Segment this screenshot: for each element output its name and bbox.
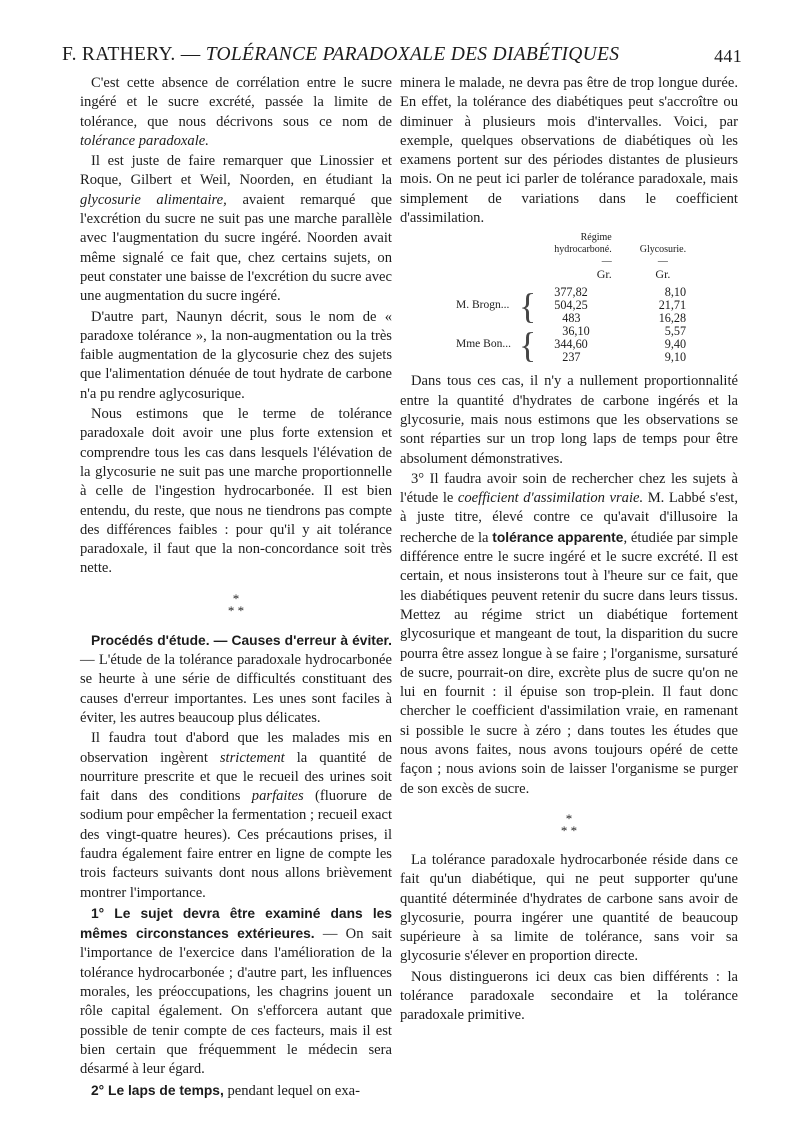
text-run: La tolérance paradoxale hydrocarbonée réside dans ce fait qu'un diabétique, qui ne peut supporter qu'une quantité déterminée d'hydrates de carbone sans avoir de glycosurie, pourra ingérer une quantité de beaucoup supérieure à sa limite de tolérance, sans voir sa glycosurie s'élever en proportion directe. (400, 851, 738, 965)
paragraph (80, 74, 392, 151)
asterism-star: * (232, 590, 240, 606)
italic-text: coefficient d'assimilation vraie. (457, 490, 644, 507)
cell-glycosurie: 8,10 (664, 285, 687, 300)
asterism-star: * (560, 822, 568, 838)
italic-text: glycosurie alimentaire, (80, 191, 227, 208)
text-run: — On sait l'importance de l'exercice dans l'amélioration de la tolérance hydrocarbonée ; d'autre part, les influences morales, les préoccupations, les chagrins jouent un rôle capital également. On s'efforcera autant que possible de tenir compte de ces facteurs, mais il est bien certain que fréquemment le médecin sera désarmé à leur égard. (80, 926, 392, 1078)
cell-regime: 504,25 (554, 298, 588, 313)
paragraph (400, 851, 738, 967)
bold-text: Procédés d'étude. — Causes d'erreur à éviter. (91, 632, 392, 648)
data-table (452, 232, 690, 364)
running-header (62, 44, 742, 72)
right-column (400, 74, 738, 1027)
table-unit: Gr. (596, 267, 612, 282)
cell-glycosurie: 16,28 (658, 311, 687, 326)
paragraph (80, 729, 392, 903)
paragraph (400, 470, 738, 799)
cell-regime: 483 (562, 311, 581, 326)
cell-glycosurie: 9,10 (664, 350, 687, 365)
paragraph-group (400, 372, 738, 799)
text-run: la quantité de nourriture prescrite et que le recueil des urines soit fait dans des conditions (80, 749, 392, 805)
cell-regime: 36,10 (562, 324, 590, 339)
text-run: Nous estimons que le terme de tolérance paradoxale doit avoir une plus forte extension et comprendre tous les cas dans lesquels l'élévation de la glycosurie ne suit pas une marche proportionnelle à celle de l'ingestion hydrocarbonée. Il est bien entendu, du reste, que nous ne tiendrons pas compte des différences faibles : pour qu'il y ait tolérance paradoxale, il faut que la non-concordance soit très nette. (80, 406, 392, 577)
paragraph (80, 405, 392, 579)
cell-regime: 237 (562, 350, 581, 365)
cell-regime: 344,60 (554, 337, 588, 352)
table-unit: Gr. (655, 267, 671, 282)
header-author: F. RATHERY. (62, 44, 176, 65)
section-separator-asterism (400, 810, 738, 838)
text-run: D'autre part, Naunyn décrit, sous le nom de « paradoxe tolérance », la non-augmentation ou la très faible augmentation de la glycosurie chez des sujets que l'alimentation dénuée de tout hydrate de carbone n'a pu rendre aglycosurique. (80, 308, 392, 402)
asterism-star: * (237, 602, 245, 618)
cell-glycosurie: 9,40 (664, 337, 687, 352)
paragraph (80, 904, 392, 1080)
asterism-stars (80, 602, 392, 618)
paragraph (400, 372, 738, 468)
text-run: Il est juste de faire remarquer que Linossier et Roque, Gilbert et Weil, Noorden, en étudiant la (80, 153, 392, 189)
text-run: — L'étude de la tolérance paradoxale hydrocarbonée se heurte à une série de difficultés constituant des causes d'erreur importantes. Les unes sont faciles à éviter, les autres beaucoup plus délicates. (80, 652, 392, 726)
asterism-star: * (565, 810, 573, 826)
bold-text: 2° Le laps de temps, (91, 1082, 224, 1098)
cell-glycosurie: 21,71 (658, 298, 687, 313)
text-run: Nous distinguerons ici deux cas bien différents : la tolérance paradoxale secondaire et la tolérance paradoxale primitive. (400, 968, 738, 1024)
italic-text: tolérance paradoxale. (80, 132, 209, 149)
paragraph (400, 968, 738, 1026)
italic-text: parfaites (251, 788, 304, 805)
paragraph (80, 1081, 392, 1101)
paragraph (80, 152, 392, 306)
header-title: TOLÉRANCE PARADOXALE DES DIABÉTIQUES (205, 44, 620, 65)
paragraph (400, 74, 738, 228)
paragraph-group (400, 851, 738, 1026)
text-run: , étudiée par simple différence entre le sucre ingéré et le sucre excrété. Il est certain, et nous insisterons tout à l'heure sur ce fait, que les diabétiques peuvent retenir du sucre dans leurs tissus. Mettez au régime strict un diabétique fortement glycosurique et mangeant de tout, la disparition du sucre pourra être assez longue à se faire ; l'organisme, sursaturé de sucre, pourrait-on dire, excrète plus de sucre qu'on ne lui en fournit : il épuise son trop-plein. Il faut donc chercher le coefficient d'assimilation vraie, en ramenant si possible le sucre à zéro ; dans toutes les études que nous avons faites, nous avons toujours opéré de cette façon ; nous avions soin de laisser l'organisme se purger de son excès de sucre. (400, 529, 739, 797)
text-run: (fluorure de sodium pour empêcher la fermentation ; recueil exact des vingt-quatre heures). Ces précautions prises, il faudra également faire entrer en ligne de compte les trois facteurs suivants dont nous allons brièvement montrer l'importance. (80, 788, 392, 901)
paragraph (80, 631, 392, 728)
header-line: hydrocarboné. (554, 244, 612, 256)
text-run: C'est cette absence de corrélation entre le sucre ingéré et le sucre excrété, passée la limite de tolérance, que nous décrivons sous ce nom de (80, 75, 392, 130)
table-body (452, 286, 690, 364)
bold-text: 1° Le sujet devra être examiné dans les mêmes circonstances extérieures. (80, 905, 392, 942)
brace-icon: { (518, 324, 537, 365)
cell-glycosurie: 5,57 (664, 324, 687, 339)
header-line: Glycosurie. (639, 244, 687, 256)
bold-text: tolérance apparente (492, 529, 624, 545)
header-line: Régime (580, 232, 612, 244)
paragraph-group (80, 631, 392, 1101)
brace-icon: { (518, 285, 537, 326)
asterism-star: * (570, 822, 578, 838)
text-run: 3° Il faudra avoir soin de rechercher chez les sujets à l'étude le (400, 470, 738, 507)
patient-name: M. Brogn... (456, 299, 510, 312)
asterism-star: * (227, 602, 235, 618)
patient-name: Mme Bon... (456, 338, 511, 351)
cell-regime: 377,82 (554, 285, 588, 300)
paragraph-group (400, 74, 738, 228)
text-run: pendant lequel on exa- (223, 1082, 360, 1099)
text-run: minera le malade, ne devra pas être de trop longue durée. En effet, la tolérance des diabétiques peut s'accroître ou diminuer à plusieurs mois d'intervalles. Voici, par exemple, quelques observations de diabétiques où les examens portent sur des périodes distantes de plusieurs mois. On ne peut ici parler de tolérance paradoxale, mais simplement de variations dans le coefficient d'assimilation. (400, 75, 738, 227)
left-column (80, 74, 392, 1102)
asterism-stars (400, 822, 738, 838)
paragraph (80, 308, 392, 404)
section-separator-asterism (80, 590, 392, 618)
header-separator: — (175, 44, 206, 65)
table-header-regime (540, 232, 635, 256)
italic-text: strictement (219, 749, 285, 766)
text-run: Dans tous ces cas, il n'y a nullement proportionnalité entre la quantité d'hydrates de carbone ingérés et la glycosurie, mais nous estimons que les observations se sont réparties sur un trop long laps de temps pour être absolument démonstratives. (400, 373, 738, 467)
paragraph-group (80, 74, 392, 579)
table-dash: — (657, 256, 668, 268)
table-dash: — (601, 256, 612, 268)
page-number: 441 (714, 46, 742, 66)
table-header-glycosurie (636, 232, 690, 256)
text-run: M. Labbé s'est, à juste titre, élevé contre ce qu'avait d'illusoire la recherche de la (400, 490, 739, 546)
text-run: avaient remarqué que l'excrétion du sucre ne suit pas une marche parallèle avec l'augmentation du sucre ingéré. Noorden avait même signalé ce fait que, chez certains sujets, on peut constater une baisse de l'excrétion du sucre avec une augmentation du sucre ingéré. (80, 191, 393, 305)
text-run: Il faudra tout d'abord que les malades mis en observation ingèrent (80, 730, 392, 766)
